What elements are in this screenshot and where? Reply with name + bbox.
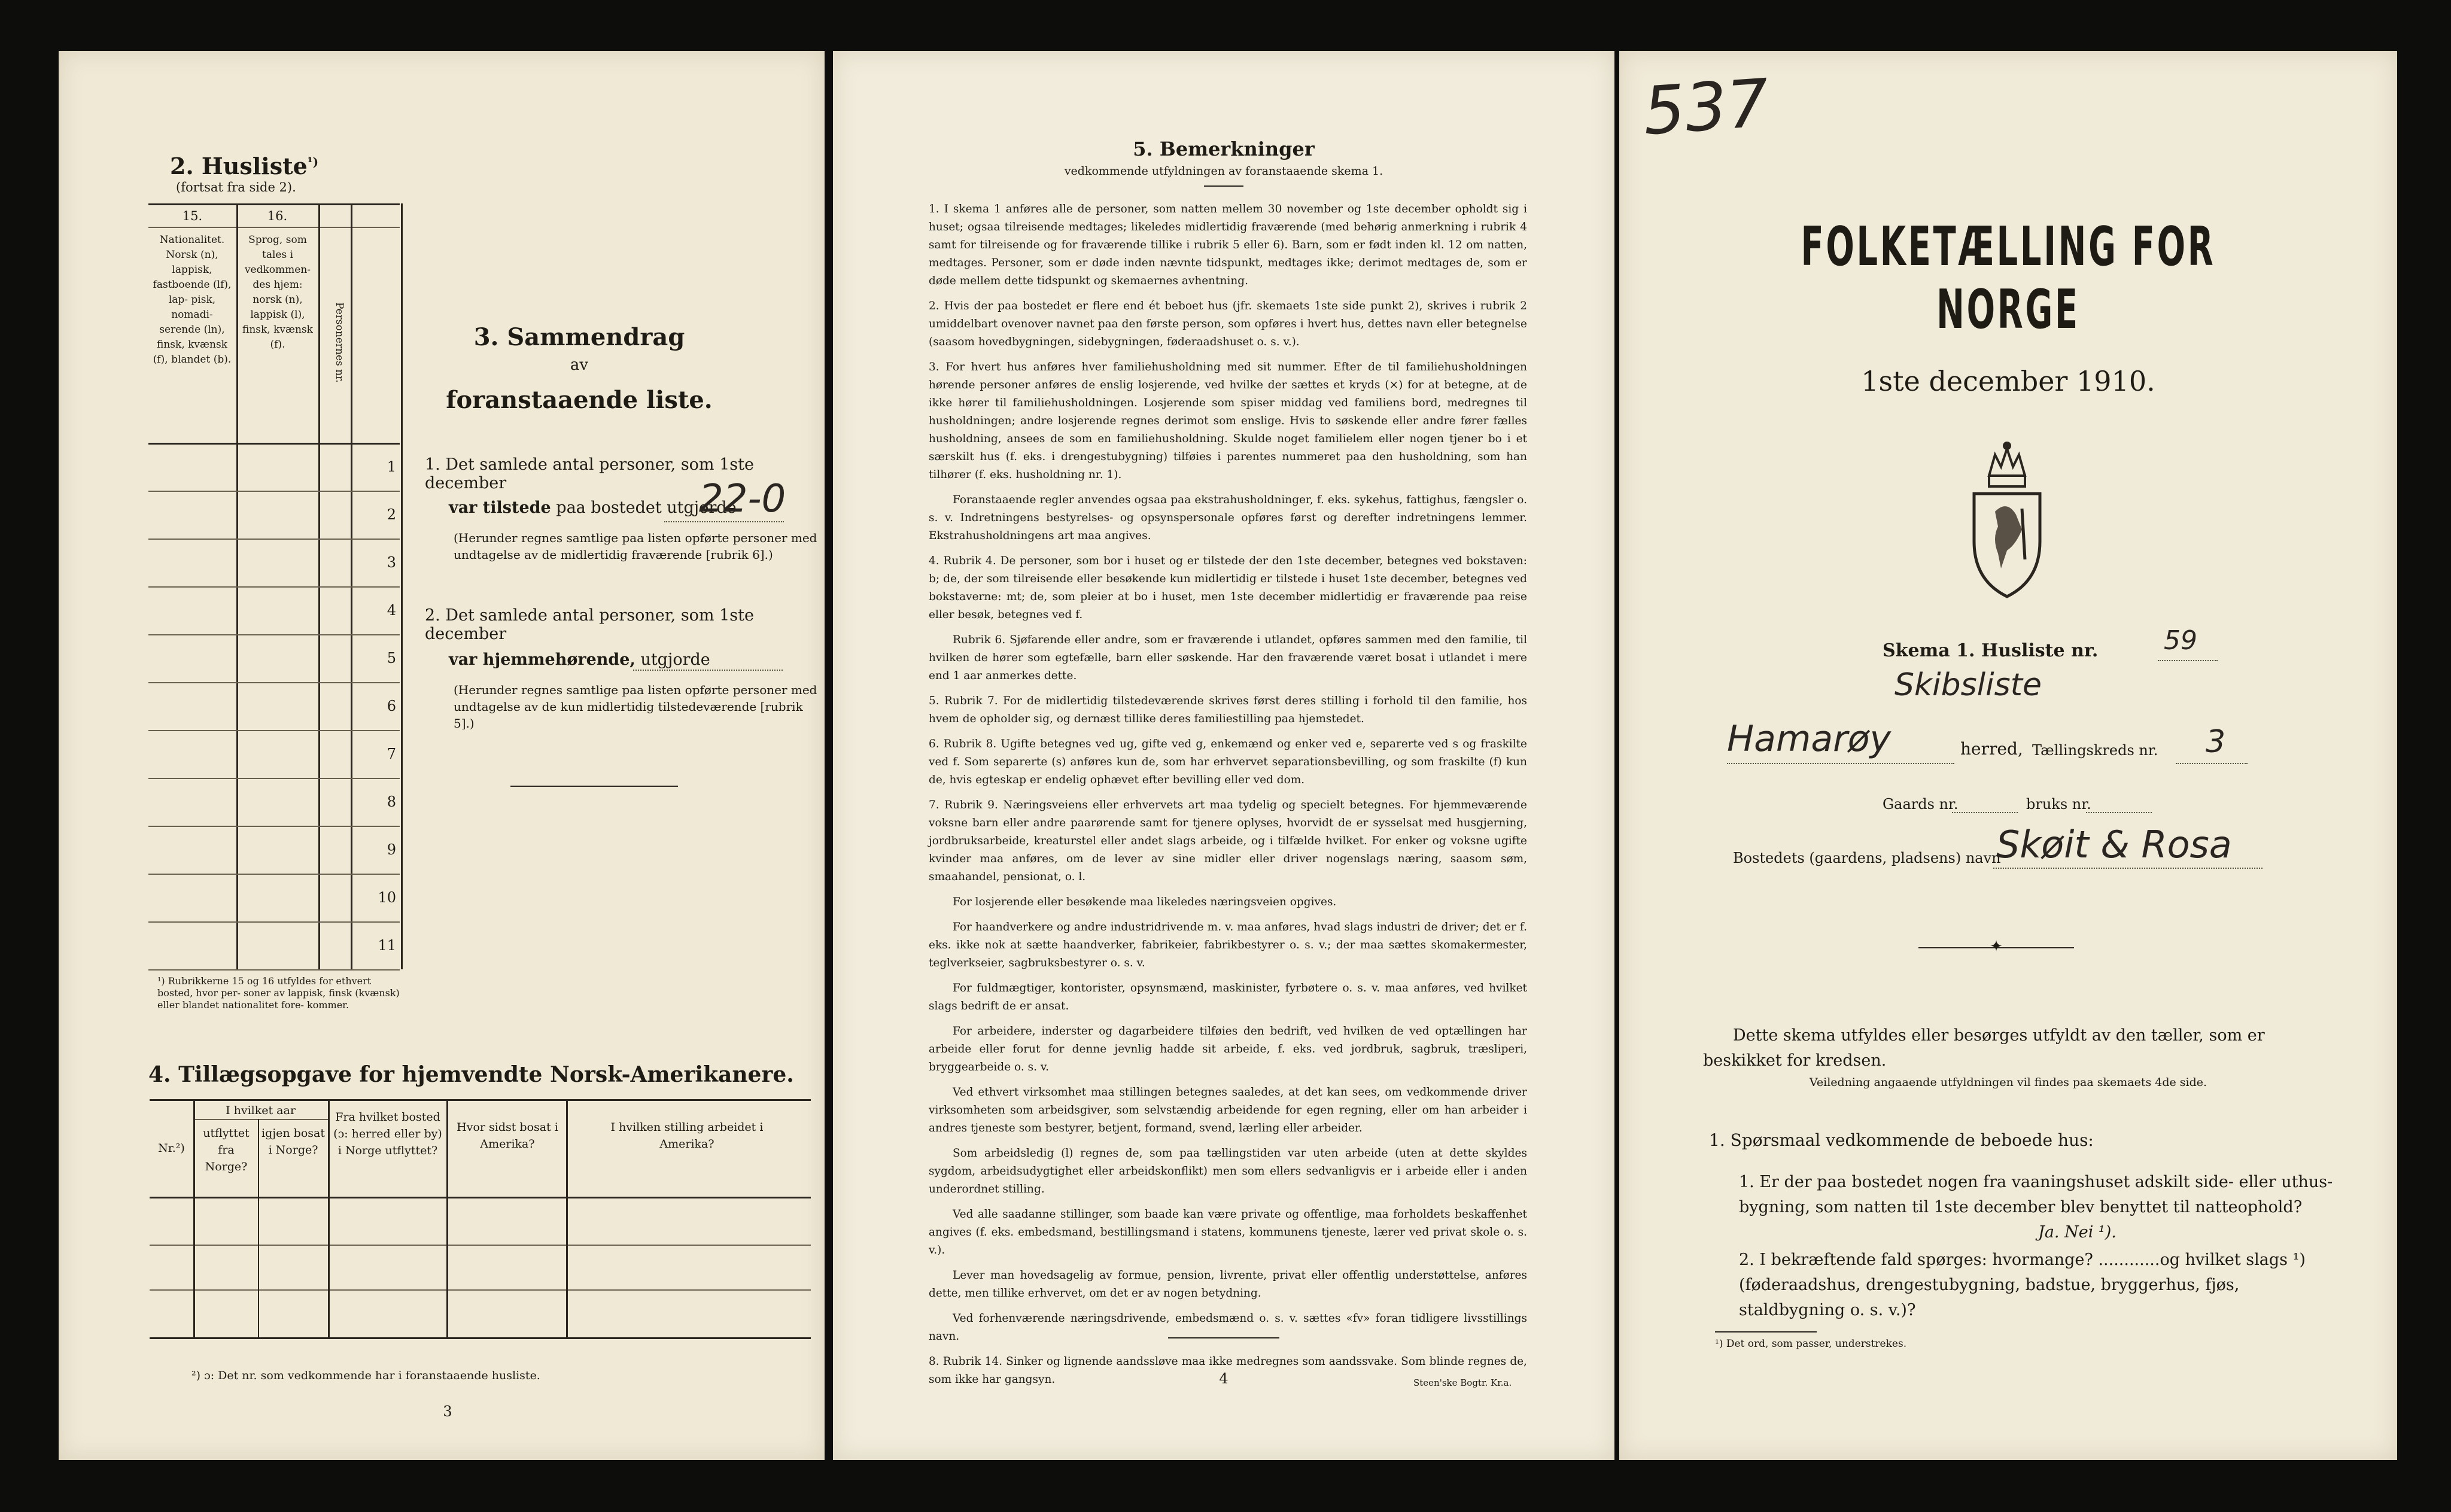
herred-label: herred, (1960, 739, 2023, 759)
row-line (148, 921, 400, 923)
item1-line: var tilstede paa bostedet utgjorde (449, 498, 737, 517)
row-line (148, 969, 400, 971)
veiledning: Veiledning angaaende utfyldningen vil findes paa skemaets 4de side. (1809, 1076, 2207, 1089)
remarks-subtitle: vedkommende utfyldningen av foranstaaende skema 1. (1064, 165, 1383, 178)
row-number: 6 (387, 698, 396, 714)
row-line (148, 682, 400, 683)
col16-number: 16. (267, 209, 288, 223)
question-1: 1. Er der paa bostedet nogen fra vaaningshuset adskilt side- eller uthus-bygning, som natten til 1ste december blev benyttet til natteophold? (1739, 1173, 2333, 1216)
ornament-icon: ✦ (1990, 938, 2003, 956)
printer-mark: Steen'ske Bogtr. Kr.a. (1413, 1377, 1512, 1388)
coat-of-arms-icon (1965, 440, 2049, 601)
row-number: 10 (378, 889, 396, 906)
row-line (148, 874, 400, 875)
remark-paragraph: For losjerende eller besøkende maa likeledes næringsveien opgives. (953, 896, 1337, 908)
row-line (148, 778, 400, 779)
remark-paragraph: 4. Rubrik 4. De personer, som bor i huset og er tilstede der den 1ste december, betegnes ved bokstaven: b; de, der som tilreisende eller besøkende kun midlertidig er tilstede i huset 1ste december, betegnes ved bokstaverne: mt; de, som pleier at bo i huset, men 1ste december midlertidig er fraværende paa reise eller besøk, betegnes ved f. (929, 555, 1527, 621)
remark-paragraph: Ved alle saadanne stillinger, som baade kan være private og offentlige, maa forholdets beskaffenhet angives (f. eks. embedsmand, bestillingsmand i statens, kommunens tjeneste, lærer ved privat skole o. s. v.). (929, 1208, 1527, 1257)
row-line (148, 730, 400, 731)
info-text: Dette skema utfyldes eller besørges utfyldt av den tæller, som er beskikket for kredsen. (1703, 1026, 2265, 1070)
remarks-body (929, 200, 1527, 1396)
tillaeg-col-igjen: igjen bosat i Norge? (261, 1127, 325, 1157)
tillaeg-col-nr: Nr.²) (158, 1142, 185, 1155)
remark-paragraph: For arbeidere, inderster og dagarbeidere tilføies den bedrift, ved hvilken de ved optællingen har arbeide eller forut for denne jevnlig hadde sit arbeide, f. eks. ved jordbruk, sagbruk, træsliperi, bryggearbeide o. s. v. (929, 1025, 1527, 1073)
item1-note: (Herunder regnes samtlige paa listen opførte personer med undtagelse av de midlertidig fraværende [rubrik 6].) (454, 531, 817, 562)
remark-paragraph: Ved forhenværende næringsdrivende, embedsmænd o. s. v. sættes «fv» foran tidligere livsstillings navn. (929, 1312, 1527, 1343)
sammendrag-subtitle: foranstaaende liste. (446, 386, 713, 414)
right-footnote: ¹) Det ord, som passer, understrekes. (1715, 1338, 1907, 1350)
main-title: FOLKETÆLLING FOR NORGE (1801, 215, 2216, 341)
row-number: 9 (387, 841, 396, 858)
row-number: 8 (387, 793, 396, 810)
remark-paragraph: 7. Rubrik 9. Næringsveiens eller erhvervets art maa tydelig og specielt betegnes. For hjemmeværende voksne barn eller andre paarørende samt for tjenere oplyses, hvorvidt de er sysselsat med husgjerning, jordbruksarbeide, kreaturstel eller andet slags arbeide, og i tilfælde hvilket. For enker og voksne ugifte kvinder maa anføres, om de lever av sine midler eller driver nogenslags næring, saasom søm, smaahandel, pensionat, o. l. (929, 799, 1527, 883)
remark-paragraph: 5. Rubrik 7. For de midlertidig tilstedeværende skrives først deres stilling i forhold til den familie, hos hvem de opholder sig, og dernæst tillike deres familiestilling paa hjemstedet. (929, 695, 1527, 725)
row-line (148, 634, 400, 635)
remark-paragraph: Ved ethvert virksomhet maa stillingen betegnes saaledes, at det kan sees, om vedkommende driver virksomheten som arbeidsgiver, som selvstændig arbeidende for egen regning, eller om han arbeider i andres tjeneste som bestyrer, betjent, formand, svend, lærling eller arbeider. (929, 1086, 1527, 1134)
bruks-label: bruks nr. (2026, 796, 2091, 813)
right-page (1619, 51, 2397, 1460)
col-personer-header: Personernes nr. (333, 302, 345, 383)
handwritten-number: 537 (1640, 64, 1772, 150)
husliste-nr-value: 59 (2164, 625, 2197, 656)
sammendrag-title: 3. Sammendrag (473, 323, 685, 351)
husliste-footnote: ¹) Rubrikkerne 15 og 16 utfyldes for ethvert bosted, hvor per- soner av lappisk, finsk (kvænsk) eller blandet nationalitet fore- kommer. (157, 975, 400, 1011)
kreds-value: 3 (2206, 724, 2226, 760)
census-date: 1ste december 1910. (1861, 365, 2155, 397)
remark-paragraph: 6. Rubrik 8. Ugifte betegnes ved ug, gifte ved g, enkemænd og enker ved e, separerte ved s og fraskilte ved f. Som separerte (s) anføres kun de, som har erhvervet separationsbevilling, og som fraskilte (f) kun de, hvis egteskap er endelig ophævet efter bevilling eller ved dom. (929, 738, 1527, 786)
herred-value: Hamarøy (1727, 718, 1891, 760)
remark-paragraph: Rubrik 6. Sjøfarende eller andre, som er fraværende i utlandet, opføres sammen med den familie, til hvilken de hører som egtefælle, barn eller søskende. Har den fraværende været bosat i utlandet i mere end 1 aar anmerkes dette. (929, 634, 1527, 682)
remark-paragraph: 1. I skema 1 anføres alle de personer, som natten mellem 30 november og 1ste december opholdt sig i huset; ogsaa tilreisende medtages; likeledes midlertidig fraværende (med behørig anmerkning i rubrik 4 samt for tilreisende og for fraværende tillike i rubrik 5 eller 6). Barn, som er født inden kl. 12 om natten, medtages. Personer, som er døde inden nævnte tidspunkt, medtages ikke; derimot medtages de, som er døde mellem dette tidspunkt og skemaernes avhentning. (929, 203, 1527, 287)
skema-line: Skema 1. Husliste nr. (1883, 640, 2099, 661)
bosted-value: Skøit & Rosa (1996, 823, 2232, 866)
middle-page (833, 51, 1614, 1460)
tillaeg-col-amerika: Hvor sidst bosat i Amerika? (457, 1121, 558, 1151)
tillaeg-title: 4. Tillægsopgave for hjemvendte Norsk-Amerikanere. (148, 1062, 794, 1087)
remark-paragraph: Lever man hovedsagelig av formue, pension, livrente, privat eller offentlig understøttelse, anføres dette, men tillike erhvervet, om det er av nogen betydning. (929, 1269, 1527, 1300)
col16-header: Sprog, som tales i vedkommen- des hjem: norsk (n), lappisk (l), finsk, kvænsk (f). (242, 234, 313, 351)
row-line (148, 539, 400, 540)
row-number: 4 (387, 602, 396, 619)
left-page-number: 3 (443, 1403, 452, 1420)
row-number: 11 (378, 937, 396, 954)
question-2: 2. I bekræftende fald spørges: hvormange? ............og hvilket slags ¹) (føderaadshus, drengestubygning, badstue, bryggerhus, fjøs, staldbygning o. s. v.)? (1739, 1251, 2306, 1319)
middle-page-number: 4 (1219, 1370, 1228, 1387)
remark-paragraph: For haandverkere og andre industridrivende m. v. maa anføres, hvad slags industri de driver; det er f. eks. ikke nok at sætte haandverker, fabrikeier, fabrikbestyrer o. s. v.; der maa sættes skomakermester, teglverkseier, sagbruksbestyrer o. s. v. (929, 921, 1527, 969)
question-header: 1. Spørsmaal vedkommende de beboede hus: (1709, 1130, 2094, 1150)
kreds-label: Tællingskreds nr. (2032, 742, 2158, 759)
bosted-label: Bostedets (gaardens, pladsens) navn (1733, 850, 2001, 866)
remark-paragraph: Foranstaaende regler anvendes ogsaa paa ekstrahusholdninger, f. eks. sykehus, fattighus, fængsler o. s. v. Indretningens bestyrelses- og opsynspersonale opføres først og derefter indretningens lemmer. Ekstrahusholdningens art maa angives. (929, 494, 1527, 542)
gaards-label: Gaards nr. (1883, 796, 1959, 813)
row-number: 7 (387, 746, 396, 762)
question-1-answer: Ja. Nei ¹). (2038, 1223, 2117, 1242)
row-number: 1 (387, 458, 396, 475)
husliste-title: 2. Husliste$^{^1)}$ (170, 153, 319, 180)
col15-number: 15. (182, 209, 203, 223)
remark-paragraph: 3. For hvert hus anføres hver familiehusholdning med sit nummer. Efter de til familiehusholdningen hørende personer anføres de enslig losjerende, ved hvilke der sættes et kryds (×) for at betegne, at de ikke hører til familiehusholdningen. Losjerende som spiser middag ved familiens bord, medregnes til husholdningen; andre losjerende regnes derimot som enslige. Hvis to søskende eller andre fører fælles husholdning, ansees de som en familiehusholdning. Skulde noget familielem eller nogen tjener bo i et særskilt hus (f. eks. i drengestubygning) tilføies i parentes nummeret paa den husholdning, som han tilhører (f. eks. husholdning nr. 1). (929, 361, 1527, 481)
row-line (148, 586, 400, 588)
row-line (148, 826, 400, 827)
sammendrag-av: av (570, 356, 589, 374)
row-number: 5 (387, 650, 396, 667)
item2-line: var hjemmehørende, utgjorde (449, 650, 710, 669)
left-page (59, 51, 825, 1460)
tillaeg-footnote: ²) ɔ: Det nr. som vedkommende har i foranstaaende husliste. (191, 1369, 540, 1382)
item1-value: 22-0 (699, 477, 786, 521)
tillaeg-col-stilling: I hvilken stilling arbeidet i Amerika? (610, 1121, 764, 1151)
remark-paragraph: For fuldmægtiger, kontorister, opsynsmænd, maskinister, fyrbøtere o. s. v. maa anføres, ved hvilket slags bedrift de er ansat. (929, 982, 1527, 1012)
item2-note: (Herunder regnes samtlige paa listen opførte personer med undtagelse av de kun midlertidig tilstedeværende [rubrik 5].) (454, 683, 817, 731)
item1-text: 1. Det samlede antal personer, som 1ste december (425, 455, 754, 492)
col15-header: Nationalitet. Norsk (n), lappisk, fastboende (lf), lap- pisk, nomadi- serende (ln), finsk, kvænsk (f), blandet (b). (153, 234, 232, 366)
remarks-title: 5. Bemerkninger (1133, 138, 1315, 160)
tillaeg-col-aar: I hvilket aar (226, 1104, 296, 1117)
item2-text: 2. Det samlede antal personer, som 1ste december (425, 606, 754, 643)
tillaeg-col-utflyttet: utflyttet fra Norge? (203, 1127, 250, 1173)
remark-paragraph: Som arbeidsledig (l) regnes de, som paa tællingstiden var uten arbeide (uten at dette skyldes sygdom, arbeidsudygtighet eller arbeidskonflikt) men som ellers sedvanligvis er i arbeide eller i anden underordnet stilling. (929, 1147, 1527, 1195)
husliste-subtitle: (fortsat fra side 2). (176, 180, 296, 194)
row-number: 3 (387, 554, 396, 571)
handwritten-place: Skibsliste (1894, 667, 2042, 703)
row-line (148, 491, 400, 492)
tillaeg-col-bosted: Fra hvilket bosted (ɔ: herred eller by) i Norge utflyttet? (333, 1111, 442, 1157)
remark-paragraph: 2. Hvis der paa bostedet er flere end ét beboet hus (jfr. skemaets 1ste side punkt 2), skrives i rubrik 2 umiddelbart ovenover navnet paa den første person, som opføres i hvert hus, dettes navn eller betegnelse (saasom hovedbygningen, sidebygningen, føderaadshuset o. s. v.). (929, 300, 1527, 348)
remark-paragraph: 8. Rubrik 14. Sinker og lignende aandssløve maa ikke medregnes som aandssvake. Som blinde regnes de, som ikke har gangsyn. (929, 1355, 1527, 1386)
row-number: 2 (387, 506, 396, 523)
